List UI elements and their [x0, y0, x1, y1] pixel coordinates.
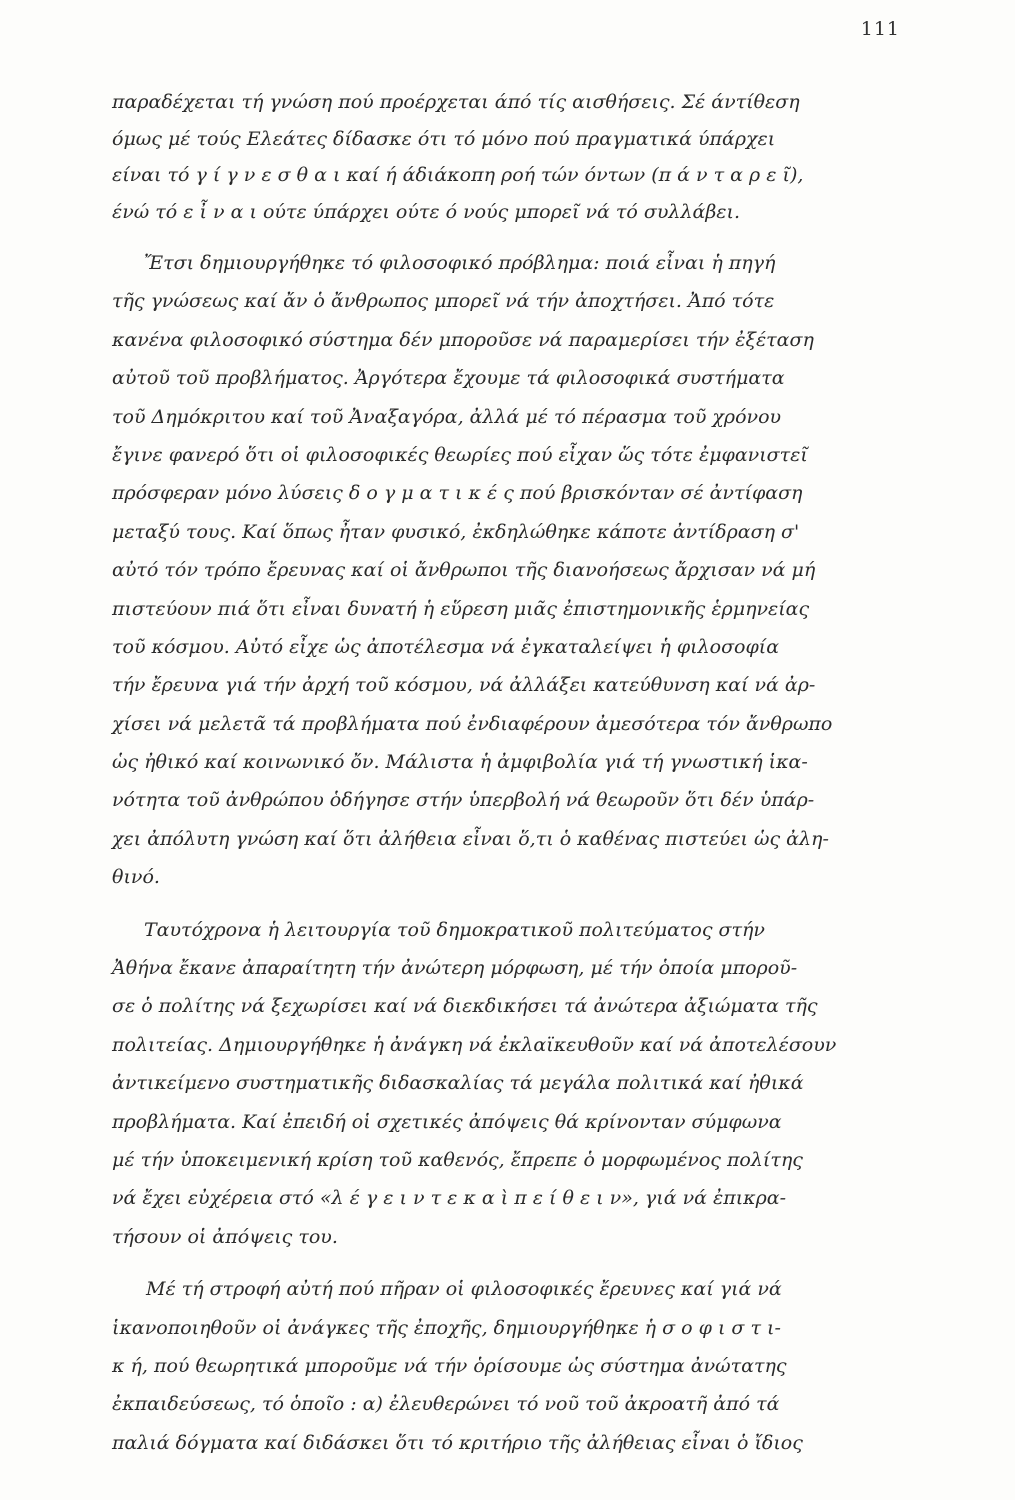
text-line: νά ἔχει εὐχέρεια στό «λ έ γ ε ι ν τ ε κ α ὶ π ε ί θ ε ι ν», γιά νά ἐπικρα-	[112, 1187, 787, 1210]
text-line: ένώ τό ε ἶ ν α ι ούτε ύπάρχει ούτε ό νούς μπορεῖ νά τό συλλάβει.	[112, 200, 740, 223]
text-line: μέ τήν ὑποκειμενική κρίση τοῦ καθενός, ἔπρεπε ὁ μορφωμένος πολίτης	[112, 1148, 803, 1171]
paragraph-4	[112, 1270, 912, 1462]
text-line: ὡς ἠθικό καί κοινωνικό ὄν. Μάλιστα ἡ ἀμφιβολία γιά τή γνωστική ἱκα-	[112, 751, 808, 774]
text-line: τήσουν οἱ ἀπόψεις του.	[112, 1225, 338, 1248]
paragraph-2	[112, 244, 912, 897]
text-line: παλιά δόγματα καί διδάσκει ὅτι τό κριτήριο τῆς ἀλήθειας εἶναι ὁ ἴδιος	[112, 1431, 803, 1454]
text-line: πολιτείας. Δημιουργήθηκε ἡ ἀνάγκη νά ἐκλαϊκευθοῦν καί νά ἀποτελέσουν	[112, 1033, 837, 1056]
text-line: τήν ἔρευνα γιά τήν ἀρχή τοῦ κόσμου, νά ἀλλάξει κατεύθυνση καί νά ἀρ-	[112, 674, 816, 697]
text-line: ἱκανοποιηθοῦν οἱ ἀνάγκες τῆς ἐποχῆς, δημιουργήθηκε ἡ σ ο φ ι σ τ ι-	[112, 1316, 781, 1339]
text-line: τοῦ κόσμου. Αὐτό εἶχε ὡς ἀποτέλεσμα νά ἐγκαταλείψει ἡ φιλοσοφία	[112, 635, 780, 658]
text-line: μεταξύ τους. Καί ὅπως ἦταν φυσικό, ἐκδηλώθηκε κάποτε ἀντίδραση σ'	[112, 520, 800, 543]
text-line: ἀντικείμενο συστηματικῆς διδασκαλίας τά μεγάλα πολιτικά καί ἠθικά	[112, 1072, 804, 1095]
text-line: πρόσφεραν μόνο λύσεις δ ο γ μ α τ ι κ έ ς πού βρισκόνταν σέ ἀντίφαση	[112, 482, 803, 505]
page-number: 111	[860, 18, 900, 40]
text-line: ἔγινε φανερό ὅτι οἱ φιλοσοφικές θεωρίες πού εἶχαν ὥς τότε ἐμφανιστεῖ	[112, 443, 808, 466]
text-line: τοῦ Δημόκριτου καί τοῦ Ἀναξαγόρα, ἀλλά μέ τό πέρασμα τοῦ χρόνου	[112, 405, 782, 428]
text-line: κανένα φιλοσοφικό σύστημα δέν μποροῦσε νά παραμερίσει τήν ἐξέταση	[112, 328, 814, 351]
text-line: ἐκπαιδεύσεως, τό ὁποῖο : α) ἐλευθερώνει τό νοῦ τοῦ ἀκροατῆ ἀπό τά	[112, 1393, 780, 1416]
text-line: θινό.	[112, 866, 160, 889]
text-line: χίσει νά μελετᾶ τά προβλήματα πού ἐνδιαφέρουν ἀμεσότερα τόν ἄνθρωπο	[112, 712, 833, 735]
text-line: είναι τό γ ί γ ν ε σ θ α ι καί ή άδιάκοπη ροή τών όντων (π ά ν τ α ρ ε ῖ),	[112, 164, 804, 186]
paragraph-1	[112, 84, 912, 230]
text-line: αὐτοῦ τοῦ προβλήματος. Ἀργότερα ἔχουμε τά φιλοσοφικά συστήματα	[112, 367, 785, 390]
text-line: νότητα τοῦ ἀνθρώπου ὁδήγησε στήν ὑπερβολή νά θεωροῦν ὅτι δέν ὑπάρ-	[112, 789, 815, 812]
text-line: Μέ τή στροφή αὐτή πού πῆραν οἱ φιλοσοφικές ἔρευνες καί γιά νά	[146, 1278, 782, 1301]
text-line: προβλήματα. Καί ἐπειδή οἱ σχετικές ἀπόψεις θά κρίνονταν σύμφωνα	[112, 1110, 782, 1133]
text-line: αὐτό τόν τρόπο ἔρευνας καί οἱ ἄνθρωποι τῆς διανοήσεως ἄρχισαν νά μή	[112, 559, 816, 582]
text-line: σε ὁ πολίτης νά ξεχωρίσει καί νά διεκδικήσει τά ἀνώτερα ἀξιώματα τῆς	[112, 995, 818, 1018]
text-line: Ἀθήνα ἔκανε ἀπαραίτητη τήν ἀνώτερη μόρφωση, μέ τήν ὁποία μποροῦ-	[112, 957, 798, 980]
text-line: Ταυτόχρονα ἡ λειτουργία τοῦ δημοκρατικοῦ πολιτεύματος στήν	[144, 918, 765, 941]
text-line: πιστεύουν πιά ὅτι εἶναι δυνατή ἡ εὕρεση μιᾶς ἐπιστημονικῆς ἑρμηνείας	[112, 597, 810, 620]
text-line: Ἔτσι δημιουργήθηκε τό φιλοσοφικό πρόβλημα: ποιά εἶναι ἡ πηγή	[144, 252, 776, 274]
text-line: παραδέχεται τή γνώση πού προέρχεται άπό τίς αισθήσεις. Σέ άντίθεση	[112, 91, 800, 113]
text-line: κ ή, πού θεωρητικά μποροῦμε νά τήν ὁρίσουμε ὡς σύστημα ἀνώτατης	[112, 1354, 787, 1377]
paragraph-3	[112, 911, 912, 1257]
body-text	[112, 84, 912, 1462]
text-line: όμως μέ τούς Ελεάτες δίδασκε ότι τό μόνο πού πραγματικά ύπάρχει	[112, 127, 776, 150]
text-line: χει ἀπόλυτη γνώση καί ὅτι ἀλήθεια εἶναι ὅ,τι ὁ καθένας πιστεύει ὡς ἀλη-	[112, 827, 829, 850]
text-line: τῆς γνώσεως καί ἄν ὁ ἄνθρωπος μπορεῖ νά τήν ἀποχτήσει. Ἀπό τότε	[112, 290, 775, 313]
